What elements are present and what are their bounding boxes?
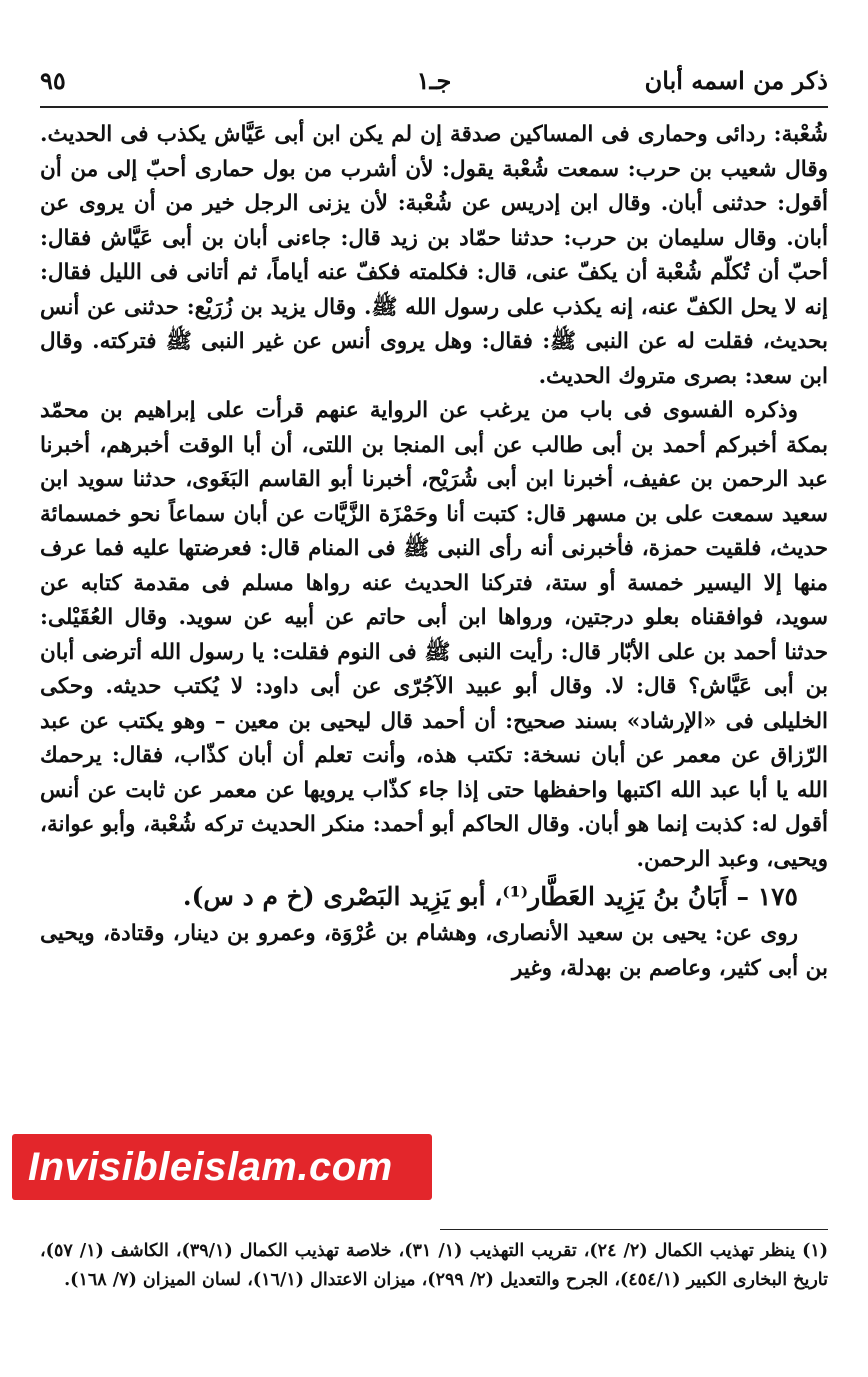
main-text xyxy=(40,118,828,986)
footnote-rule xyxy=(440,1229,828,1230)
watermark-text: Invisibleislam.com xyxy=(28,1145,393,1189)
running-header xyxy=(40,66,828,102)
volume-label: جـ١ xyxy=(416,66,452,95)
paragraph-3: روى عن: يحيى بن سعيد الأنصارى، وهشام بن عُرْوَة، وعمرو بن دينار، وقتادة، ويحيى بن أبى كثير، وعاصم بن بهدلة، وغير xyxy=(40,921,828,981)
paragraph-2: وذكره الفسوى فى باب من يرغب عن الرواية عنهم قرأت على إبراهيم بن محمّد بمكة أخبركم أحمد بن أبى طالب عن أبى المنجا بن اللتى، أن أبا الوقت أخبرهم، أخبرنا عبد الرحمن بن عفيف، أخبرنا ابن أبى شُرَيْح، أخبرنا أبو القاسم البَغَوى، حدثنا سويد ابن سعيد سمعت على بن مسهر قال: كتبت أنا وحَمْزَة الزَّيَّات عن أبان سماعاً نحو خمسمائة حديث، فلقيت حمزة، فأخبرنى أنه رأى النبى ﷺ فى المنام قال: فعرضتها عليه فما عرف منها إلا اليسير خمسة أو ستة، فتركنا الحديث عنه رواها مسلم فى مقدمة كتابه عن سويد، فوافقناه بعلو درجتين، ورواها ابن أبى حاتم عن أبيه عن سويد. وقال العُقَيْلى: حدثنا أحمد بن على الأبّار قال: رأيت النبى ﷺ فى النوم فقلت: يا رسول الله أترضى أبان بن أبى عَيَّاش؟ قال: لا. وقال أبو عبيد الآجُرّى عن أبى داود: لا يُكتب حديثه. وحكى الخليلى فى «الإرشاد» بسند صحيح: أن أحمد قال ليحيى بن معين – وهو يكتب عن عبد الرّزاق عن معمر عن أبان نسخة: تكتب هذه، وأنت تعلم أن أبان كذّاب، فقال: يرحمك الله يا أبا عبد الله اكتبها واحفظها حتى إذا جاء كذّاب يرويها عن معمر عن ثابت عن أنس أقول له: كذبت إنما هو أبان. وقال الحاكم أبو أحمد: منكر الحديث تركه شُعْبة، وأبو عوانة، ويحيى، وعبد الرحمن. xyxy=(40,398,828,872)
header-rule xyxy=(40,106,828,108)
chapter-title: ذكر من اسمه أبان xyxy=(644,66,828,95)
entry-heading: ١٧٥ – أَبَانُ بنُ يَزِيد العَطَّار⁽¹⁾، أبو يَزِيد البَصْرى (خ م د س). xyxy=(182,882,798,911)
paragraph-1: شُعْبة: ردائى وحمارى فى المساكين صدقة إن لم يكن ابن أبى عَيَّاش يكذب فى الحديث. وقال شعيب بن حرب: سمعت شُعْبة يقول: لأن أشرب من بول حمارى أحبّ إلى من أن أقول: حدثنى أبان. وقال ابن إدريس عن شُعْبة: لأن يزنى الرجل خير من أن يروى عن أبان. وقال سليمان بن حرب: حدثنا حمّاد بن زيد قال: جاءنى أبان بن أبى عَيَّاش فقال: أحبّ أن تُكلّم شُعْبة أن يكفّ عنى، قال: فكلمته فكفّ عنه أياماً، ثم أتانى فى الليل فقال: إنه لا يحل الكفّ عنه، إنه يكذب على رسول الله ﷺ. وقال يزيد بن زُرَيْع: حدثنى عن أنس بحديث، فقلت له عن النبى ﷺ: فقال: وهل يروى أنس عن غير النبى ﷺ فتركته. وقال ابن سعد: بصرى متروك الحديث. xyxy=(40,122,828,389)
footnote xyxy=(40,1237,828,1295)
footnote-text: (١) ينظر تهذيب الكمال (٢/ ٢٤)، تقريب التهذيب (١/ ٣١)، خلاصة تهذيب الكمال (٣٩/١)، الكاشف (١/ ٥٧)، تاريخ البخارى الكبير (٤٥٤/١)، الجرح والتعديل (٢/ ٢٩٩)، ميزان الاعتدال (١٦/١)، لسان الميزان (٧/ ١٦٨). xyxy=(40,1241,829,1290)
watermark-banner xyxy=(12,1134,432,1200)
page-number: ٩٥ xyxy=(40,66,66,95)
